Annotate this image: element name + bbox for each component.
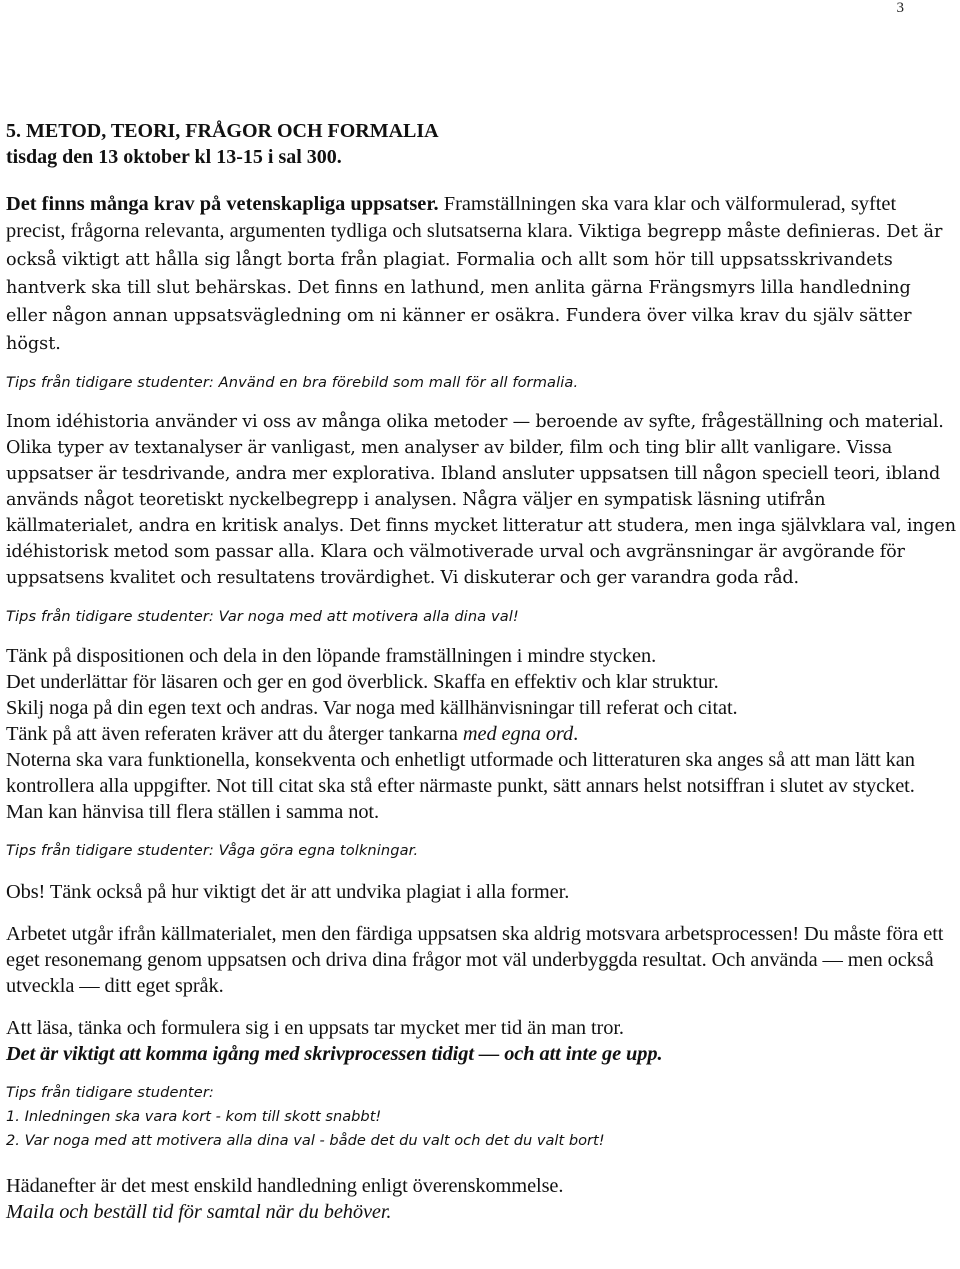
closing-line-1: Hädanefter är det mest enskild handledning enligt överenskommelse. xyxy=(6,1175,564,1197)
disposition-line-1: Tänk på dispositionen och dela in den löpande framställningen i mindre stycken. xyxy=(6,645,657,667)
heading-date: tisdag den 13 oktober kl 13-15 i sal 300. xyxy=(6,146,342,168)
document-body xyxy=(6,118,956,1225)
final-tips-label: Tips från tidigare studenter: xyxy=(6,1084,214,1101)
intro-text1: Framställningen ska vara klar och välformulerad, syftet precist, frågorna relevanta, argumenten tydliga och slutsatserna klara. xyxy=(6,193,897,242)
emphasis-line: Det är viktigt att komma igång med skrivprocessen tidigt — och att inte ge upp. xyxy=(6,1043,663,1065)
final-tips-list xyxy=(6,1105,956,1153)
final-tips xyxy=(6,1081,956,1153)
list-item: 2. Var noga med att motivera alla dina val - både det du valt och det du valt bort! xyxy=(6,1132,605,1149)
heading-title: 5. METOD, TEORI, FRÅGOR OCH FORMALIA xyxy=(6,120,439,142)
att-lasa-line: Att läsa, tänka och formulera sig i en uppsats tar mycket mer tid än man tror. xyxy=(6,1017,624,1039)
closing-line-2: Maila och beställ tid för samtal när du behöver. xyxy=(6,1201,392,1223)
disposition-line-3: Skilj noga på din egen text och andras. Var noga med källhänvisningar till referat och citat. xyxy=(6,697,738,719)
methods-paragraph: Inom idéhistoria använder vi oss av många olika metoder — beroende av syfte, frågeställning och material. Olika typer av textanalyser är vanligast, men analyser av bilder, film och ting blir allt vanligare. Vissa uppsatser är tesdrivande, andra mer explorativa. Ibland ansluter uppsatsen till någon speciell teori, ibland används något teoretiskt nyckelbegrepp i analysen. Några väljer en sympatisk läsning utifrån källmaterialet, andra en kritisk analys. Det finns mycket litteratur att studera, men inga självklara val, ingen idéhistorisk metod som passar alla. Klara och välmotiverade urval och avgränsningar är avgörande för uppsatsens kvalitet och resultatens trovärdighet. Vi diskuterar och ger varandra goda råd. xyxy=(6,412,956,588)
disposition-notes: Noterna ska vara funktionella, konsekventa och enhetligt utformade och litteraturen ska anges så att man lätt kan kontrollera alla uppgifter. Not till citat ska stå efter närmaste punkt, sätt annars helst notsiffran i slutet av stycket. Man kan hänvisa till flera ställen i samma not. xyxy=(6,749,915,823)
intro-bold: Det finns många krav på vetenskapliga uppsatser. xyxy=(6,193,439,215)
disposition-line-4: Tänk på att även referaten kräver att du återger tankarna med egna ord. xyxy=(6,723,579,745)
arbetet-paragraph: Arbetet utgår ifrån källmaterialet, men den färdiga uppsatsen ska aldrig motsvara arbetsprocessen! Du måste föra ett eget resonemang genom uppsatsen och driva dina frågor mot väl underbyggda resultat. Och använda — men också utveckla — ditt eget språk. xyxy=(6,923,944,997)
student-tip-interpret: Tips från tidigare studenter: Våga göra egna tolkningar. xyxy=(6,842,419,859)
page-number: 3 xyxy=(896,0,904,16)
obs-paragraph: Obs! Tänk också på hur viktigt det är att undvika plagiat i alla former. xyxy=(6,881,570,903)
disposition-paragraph xyxy=(6,643,956,825)
disposition-line-2: Det underlättar för läsaren och ger en god överblick. Skaffa en effektiv och klar struktur. xyxy=(6,671,719,693)
intro-text2: Viktiga begrepp måste definieras. Det är också viktigt att hålla sig långt borta från plagiat. Formalia och allt som hör till uppsatsskrivandets hantverk ska till slut behärskas. Det finns en lathund, men anlita gärna Frängsmyrs lilla handledning eller någon annan uppsatsvägledning om ni känner er osäkra. Fundera över vilka krav du själv sätter högst. xyxy=(6,222,943,354)
student-tip-motivate: Tips från tidigare studenter: Var noga med att motivera alla dina val! xyxy=(6,608,519,625)
student-tip-formalia: Tips från tidigare studenter: Använd en bra förebild som mall för all formalia. xyxy=(6,374,579,391)
intro-paragraph xyxy=(6,190,956,357)
list-item: 1. Inledningen ska vara kort - kom till skott snabbt! xyxy=(6,1108,382,1125)
closing-paragraph xyxy=(6,1173,956,1225)
section-heading xyxy=(6,118,956,170)
own-words-emphasis: med egna ord xyxy=(462,723,574,745)
